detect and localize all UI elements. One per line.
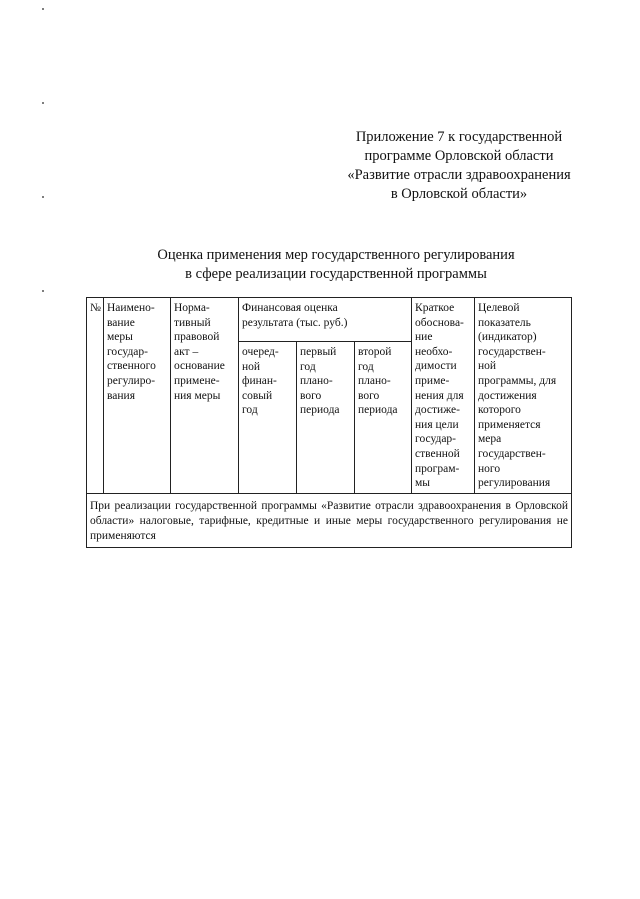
header-legal-act [171,298,239,494]
header-text: Целевой [478,302,520,314]
header-text: обоснова- [415,316,464,329]
header-second-year [355,342,412,494]
header-text: применяется [478,418,541,431]
header-text: примене- [174,374,220,387]
appendix-line: Приложение 7 к государственной [355,129,563,145]
appendix-line: программе Орловской области [364,148,554,164]
header-justification [412,298,475,494]
header-text: програм- [415,462,460,475]
header-text: которого [478,404,521,417]
header-text: ной [478,360,497,373]
header-text: совый [242,389,273,402]
header-text: достиже- [415,404,460,417]
header-text: № [90,302,101,314]
header-text: мера [478,433,502,446]
header-target-indicator [475,298,572,494]
scan-speck [42,8,44,10]
header-first-year [297,342,355,494]
header-text: год [242,404,258,417]
header-text: основание [174,360,225,373]
header-text: вого [300,389,322,402]
scan-speck [42,102,44,104]
header-text: ного [478,462,501,475]
header-text: регулиро- [107,374,156,387]
appendix-line: в Орловской области» [390,186,528,202]
header-text: второй [358,346,392,358]
header-text: государствен- [478,447,546,460]
header-text: достижения [478,389,537,402]
header-text: приме- [415,374,450,387]
header-text: государ- [107,345,148,358]
scan-speck [42,290,44,292]
header-text: показатель [478,316,531,329]
header-text: ния цели [415,418,459,431]
header-text: вание [107,316,135,329]
header-text: финан- [242,375,277,388]
header-text: димости [415,360,457,373]
note-row [87,493,572,547]
header-next-year [239,342,297,494]
header-text: мы [415,477,431,490]
note-text: При реализации государственной программы «Развитие отрасли здравоохранения в Орловской области» налоговые, тарифные, кредитные и иные меры государственного регулирования не применяются [87,493,572,547]
header-text: нения для [415,389,464,402]
header-text: Наимено- [107,302,155,314]
header-text: меры [107,331,133,344]
header-text: Финансовая оценка [242,302,338,314]
appendix-line: «Развитие отрасли здравоохранения [347,167,571,183]
header-text: ние [415,331,433,344]
header-text: плано- [300,375,333,388]
title-line: Оценка применения мер государственного регулирования [157,247,515,263]
header-text: акт – [174,345,199,358]
header-text: ственной [415,447,460,460]
header-text: результата (тыс. руб.) [242,316,348,329]
scan-speck [42,196,44,198]
header-text: вания [107,389,135,402]
header-text: периода [358,404,398,417]
header-text: вого [358,389,380,402]
header-text: тивный [174,316,211,329]
header-text: очеред- [242,346,279,358]
header-text: необхо- [415,345,453,358]
header-text: регулирования [478,477,551,490]
document-title [86,246,586,284]
header-financial-estimate [239,298,412,342]
header-text: первый [300,346,337,358]
header-text: ной [242,360,261,373]
header-measure-name [104,298,171,494]
header-text: год [358,360,374,373]
header-row-top [87,298,572,342]
measures-table [86,297,572,548]
header-text: государствен- [478,345,546,358]
header-text: (индикатор) [478,331,537,344]
header-text: программы, для [478,374,557,387]
header-text: государ- [415,433,457,446]
header-number [87,298,104,494]
header-text: Краткое [415,302,455,314]
header-text: плано- [358,375,391,388]
header-text: ния меры [174,389,221,402]
header-text: периода [300,404,340,417]
header-text: правовой [174,331,220,344]
header-text: год [300,360,316,373]
header-text: Норма- [174,302,210,314]
title-line: в сфере реализации государственной программы [185,266,487,282]
header-text: ственного [107,360,156,373]
appendix-header [300,128,618,204]
